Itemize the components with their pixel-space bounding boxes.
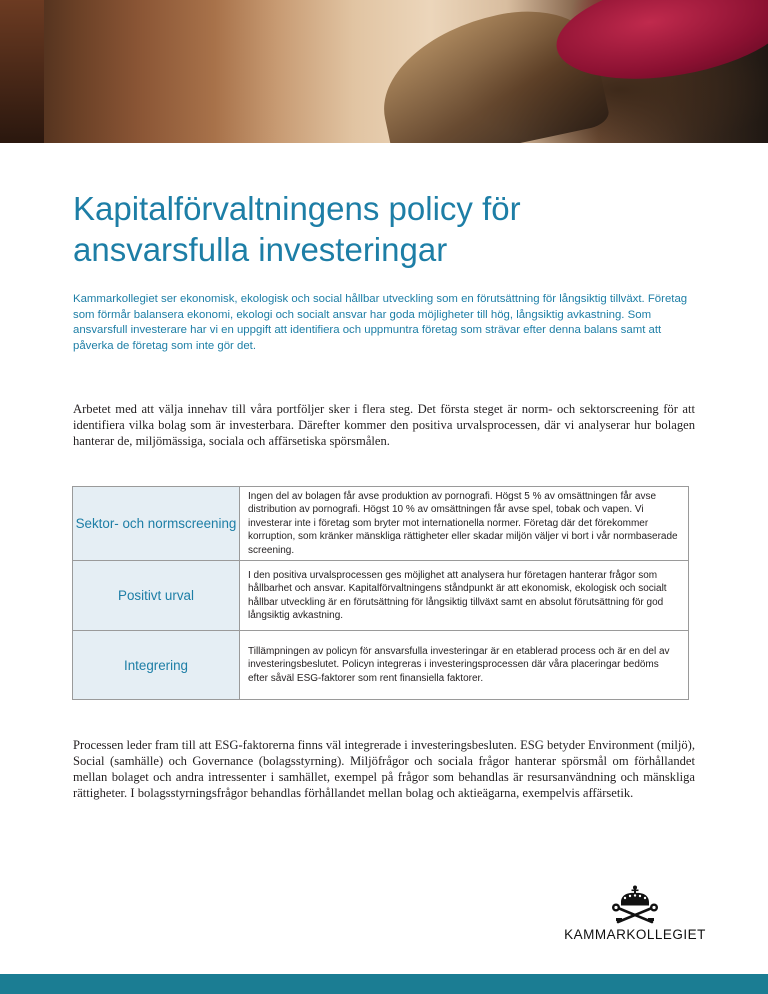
lead-paragraph: Kammarkollegiet ser ekonomisk, ekologisk och social hållbar utveckling som en förutsättning för långsiktig tillväxt. Företag som förmår balansera ekonomi, ekologi och socialt ansvar har goda möjligheter till hög, långsiktig avkastning. Som ansvarsfull investerare har vi en uppgift att identifiera och uppmuntra företag som strävar efter denna balans samt att påverka de företag som inte gör det. [73,293,688,352]
table-row [73,631,689,700]
table-row [73,561,689,631]
intro-paragraph: Arbetet med att välja innehav till våra portföljer sker i flera steg. Det första steget är norm- och sektorscreening för att identifiera vilka bolag som är investerbara. Därefter kommer den positiva urvalsprocessen, där vi analyserar hur bolagen hanterar de, miljömässiga, sociala och affärsetiska spörsmålen. [73,402,695,448]
footer-bar [0,974,768,994]
step-description: Tillämpningen av policyn för ansvarsfulla investeringar är en etablerad process och är en del av investeringsbeslutet. Policyn integreras i investeringsprocessen där våra placeringar bedöms efter såväl ESG-faktorer som rent finansiella faktorer. [240,631,689,700]
header-photo [0,0,768,143]
logo-wordmark: KAMMARKOLLEGIET [564,927,706,942]
conclusion-paragraph: Processen leder fram till att ESG-faktorerna finns väl integrerade i investeringsbesluten. ESG betyder Environment (miljö), Social (samhälle) och Governance (bolagsstyrning). Miljöfrågor och sociala frågor hanterar spörsmål om förhållandet mellan bolaget och andra intressenter i samhället, exempel på frågor som behandlas är resursanvändning och mänskliga rättigheter. I bolagsstyrningsfrågor behandlas förhållandet mellan bolag och aktieägarna, exempelvis affärsetik. [73,738,695,800]
page-title [73,188,693,270]
step-description: I den positiva urvalsprocessen ges möjlighet att analysera hur företagen hanterar frågor som hållbarhet och ansvar. Kapitalförvaltningens ståndpunkt är att ekonomisk, ekologisk och socialt hållbar utveckling är en förutsättning för långsiktig tillväxt samt en absolut förutsättning för god långsiktig avkastning. [240,561,689,631]
wood-panel [0,0,44,143]
title-line-1: Kapitalförvaltningens policy för [73,190,521,227]
table-row [73,487,689,561]
step-name: Sektor- och normscreening [73,487,240,561]
step-description: Ingen del av bolagen får avse produktion av pornografi. Högst 5 % av omsättningen får avse distribution av pornografi. Högst 10 % av omsättningen får avse spel, tobak och vapen. Vi investerar inte i företag som bryter mot internationella normer. Företag där det förekommer korruption, som kränker mänskliga rättigheter eller skadar miljön väljer vi bort i vår normbaserade screening. [240,487,689,561]
title-line-2: ansvarsfulla investeringar [73,231,448,268]
step-name: Integrering [73,631,240,700]
kammarkollegiet-logo [555,885,715,945]
process-steps-table [72,486,689,700]
crown-keys-icon [609,885,661,925]
step-name: Positivt urval [73,561,240,631]
